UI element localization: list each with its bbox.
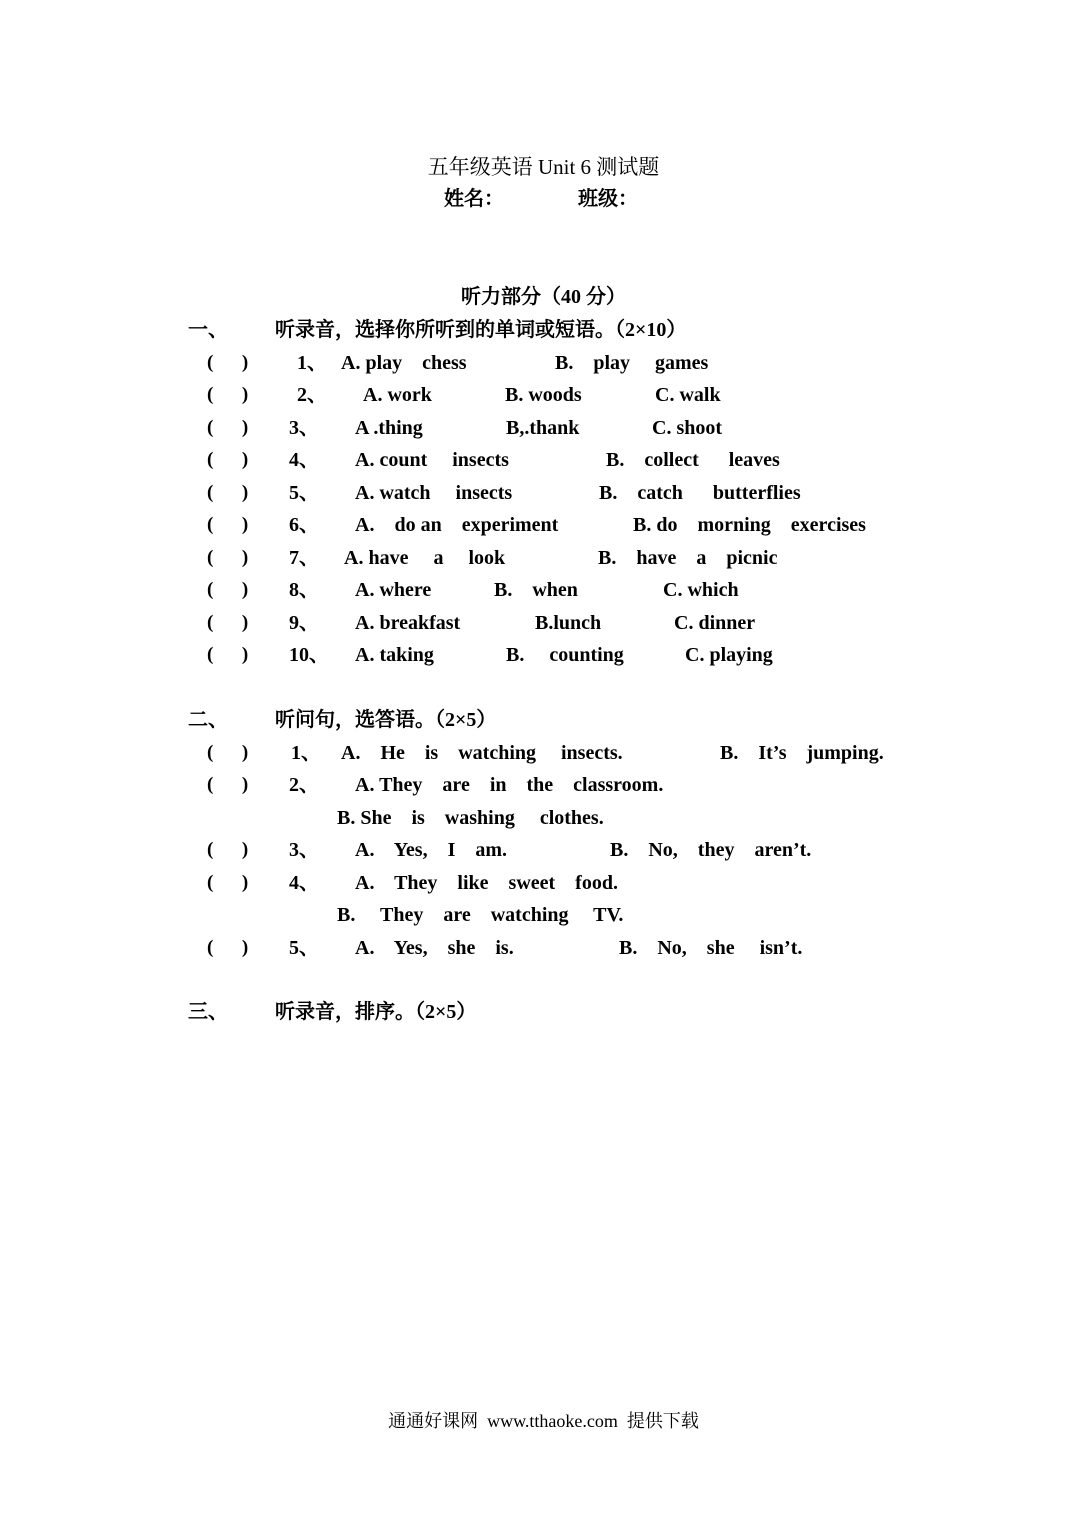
s2-option-b: B. No, she isn’t. [619,937,803,959]
section3-number: 三、 [188,1001,228,1023]
s1-item-number: 8、 [289,579,319,601]
s1-option-a: A. work [363,384,432,406]
s1-option-a: A. taking [355,644,434,666]
s1-item-number: 10、 [289,644,329,666]
s1-option-c: C. dinner [674,612,756,634]
s2-option-b: B. No, they aren’t. [610,839,812,861]
s1-option-b: B. woods [505,384,582,406]
exam-title: 五年级英语 Unit 6 测试题 [427,155,660,179]
answer-blank: ( ) [207,449,249,470]
answer-blank: ( ) [207,482,249,503]
answer-blank: ( ) [207,644,249,665]
s1-option-b: B. have a picnic [598,547,778,569]
answer-blank: ( ) [207,417,249,438]
answer-blank: ( ) [207,742,249,763]
answer-blank: ( ) [207,514,249,535]
section1-title: 听录音，选择你所听到的单词或短语。（2×10） [275,319,687,341]
s1-item-number: 9、 [289,612,319,634]
answer-blank: ( ) [207,872,249,893]
s1-item-number: 7、 [289,547,319,569]
s1-option-c: C. playing [685,644,773,666]
s1-option-b: B,.thank [506,417,580,439]
answer-blank: ( ) [207,612,249,633]
answer-blank: ( ) [207,937,249,958]
listening-header: 听力部分（40 分） [461,286,626,308]
s1-option-b: B. play games [555,352,709,374]
s1-option-b: B. catch butterflies [599,482,801,504]
page-footer: 通通好课网 www.tthaoke.com 提供下载 [388,1411,699,1431]
answer-blank: ( ) [207,839,249,860]
s1-option-c: C. which [663,579,739,601]
s1-option-a: A. breakfast [355,612,461,634]
s1-item-number: 2、 [297,384,327,406]
s1-option-b: B.lunch [535,612,602,634]
section2-title: 听问句，选答语。（2×5） [275,709,497,731]
s2-option-a: A. Yes, she is. [355,937,514,959]
s2-option-b: B. It’s jumping. [720,742,884,764]
s2-option-b: B. They are watching TV. [337,904,624,926]
answer-blank: ( ) [207,384,249,405]
s2-item-number: 2、 [289,774,319,796]
class-label: 班级： [578,188,638,210]
answer-blank: ( ) [207,352,249,373]
s1-option-a: A. where [355,579,432,601]
s1-option-b: B. collect leaves [606,449,780,471]
s1-option-a: A. have a look [344,547,506,569]
s1-option-b: B. when [494,579,578,601]
s2-option-a: A. They like sweet food. [355,872,618,894]
s1-option-a: A. count insects [355,449,509,471]
answer-blank: ( ) [207,774,249,795]
s2-option-a: A. Yes, I am. [355,839,508,861]
s1-option-c: C. shoot [652,417,723,439]
name-label: 姓名： [444,188,504,210]
s1-option-a: A .thing [355,417,423,439]
s1-option-a: A. watch insects [355,482,513,504]
s1-option-a: A. do an experiment [355,514,559,536]
s1-item-number: 5、 [289,482,319,504]
s1-item-number: 1、 [297,352,327,374]
s2-option-a: A. He is watching insects. [341,742,623,764]
s1-option-c: C. walk [655,384,721,406]
s1-item-number: 6、 [289,514,319,536]
section2-number: 二、 [188,709,228,731]
s2-option-b: B. She is washing clothes. [337,807,604,829]
s2-item-number: 4、 [289,872,319,894]
s1-option-b: B. do morning exercises [633,514,866,536]
s1-option-a: A. play chess [341,352,467,374]
section3-title: 听录音，排序。（2×5） [275,1001,477,1023]
s2-item-number: 5、 [289,937,319,959]
section1-number: 一、 [188,319,228,341]
s2-item-number: 1、 [291,742,321,764]
s1-item-number: 3、 [289,417,319,439]
s2-item-number: 3、 [289,839,319,861]
answer-blank: ( ) [207,547,249,568]
answer-blank: ( ) [207,579,249,600]
s1-option-b: B. counting [506,644,624,666]
s2-option-a: A. They are in the classroom. [355,774,664,796]
s1-item-number: 4、 [289,449,319,471]
